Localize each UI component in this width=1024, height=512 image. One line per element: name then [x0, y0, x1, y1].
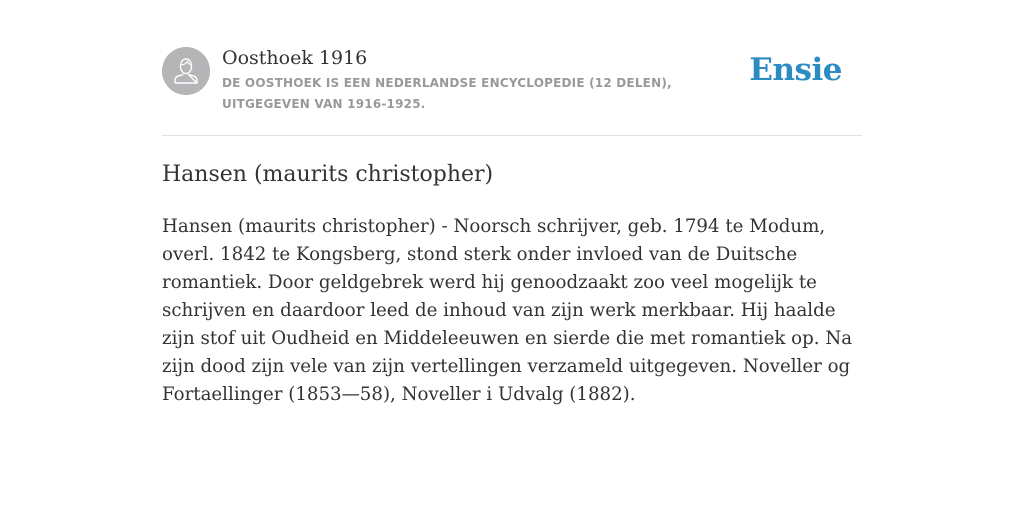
source-header	[162, 46, 862, 116]
article-body: Hansen (maurits christopher) - Noorsch schrijver, geb. 1794 te Modum, overl. 1842 te Kongsberg, stond sterk onder invloed van de Duitsche romantiek. Door geldgebrek werd hij genoodzaakt zoo veel mogelijk te schrijven en daardoor leed de inhoud van zijn werk merkbaar. Hij haalde zijn stof uit Oudheid en Middeleeuwen en sierde die met romantiek op. Na zijn dood zijn vele van zijn vertellingen verzameld uitgegeven. Noveller og Fortaellinger (1853—58), Noveller i Udvalg (1882).	[162, 216, 853, 405]
source-description: DE OOSTHOEK IS EEN NEDERLANDSE ENCYCLOPEDIE (12 DELEN), UITGEGEVEN VAN 1916-1925.	[222, 76, 672, 111]
ensie-logo[interactable]: Ensie	[749, 52, 842, 88]
article-title: Hansen (maurits christopher)	[162, 162, 494, 187]
divider	[162, 135, 862, 136]
source-title[interactable]: Oosthoek 1916	[222, 47, 368, 69]
user-icon[interactable]	[162, 47, 210, 95]
